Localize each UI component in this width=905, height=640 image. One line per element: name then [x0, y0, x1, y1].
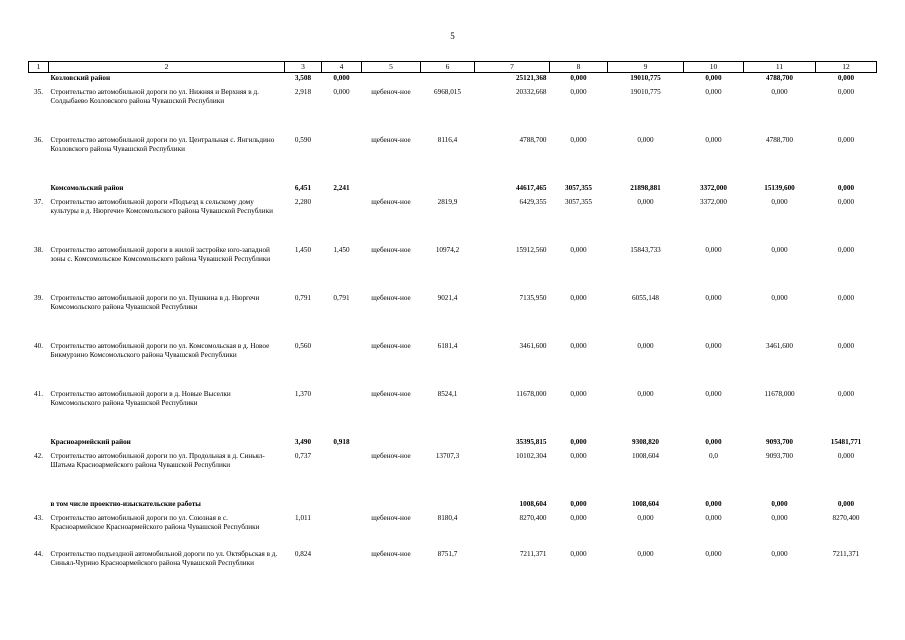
value-cell: 6181,4	[437, 341, 458, 350]
value-cell: 0,000	[570, 73, 587, 82]
value-cell: 0,000	[837, 293, 855, 302]
total-cost: 1008,604	[519, 499, 547, 508]
value-cell: 0,791	[333, 293, 350, 302]
header-cell: 9	[608, 62, 684, 73]
page-number: 5	[450, 31, 455, 41]
district-total-row	[29, 437, 877, 451]
surface-type	[362, 72, 421, 87]
total-cost: 44617,465	[515, 183, 547, 192]
length-km: 1,370	[294, 389, 312, 398]
surface-type: щебеноч-ное	[371, 513, 411, 522]
value-cell: 0,000	[570, 135, 587, 144]
header-cell: 6	[421, 62, 475, 73]
value-cell: 0,000	[637, 135, 654, 144]
project-name: Строительство автомобильной дороги по ул. Нижняя и Верхняя в д. Солдыбаево Козловского района Чувашской Республики	[50, 87, 259, 106]
row-number: 39.	[34, 293, 43, 302]
surface-type: щебеноч-ное	[371, 87, 411, 96]
value-cell	[421, 183, 475, 197]
value-cell: 0,000	[570, 437, 587, 446]
value-cell: 0,000	[837, 135, 855, 144]
district-name: Красноармейский район	[50, 437, 131, 446]
value-cell: 19010,775	[630, 73, 661, 82]
district-name: Козловский район	[50, 73, 111, 82]
length-km: 3,490	[294, 437, 312, 446]
value-cell: 0,000	[771, 293, 788, 302]
total-cost: 8270,400	[519, 513, 547, 522]
project-name: Строительство автомобильной дороги «Подъезд к сельскому дому культуры в д. Нюргечи» Комсомольского района Чувашской Республики	[50, 197, 273, 216]
table-row	[29, 293, 877, 341]
value-cell: 0,000	[837, 499, 855, 508]
value-cell: 0,000	[570, 87, 587, 96]
length-km: 1,450	[294, 245, 312, 254]
surface-type: щебеноч-ное	[371, 451, 411, 460]
value-cell: 0,000	[570, 513, 587, 522]
surface-type	[362, 499, 421, 513]
total-cost: 3461,600	[519, 341, 547, 350]
length-km: 0,737	[294, 451, 312, 460]
value-cell: 15843,733	[630, 245, 661, 254]
value-cell: 3057,355	[565, 197, 592, 206]
surface-type: щебеноч-ное	[371, 341, 411, 350]
value-cell	[421, 499, 475, 513]
length-km: 0,560	[294, 341, 312, 350]
value-cell: 0,000	[837, 183, 855, 192]
table-row	[29, 245, 877, 293]
value-cell: 19010,775	[630, 87, 661, 96]
value-cell: 0,000	[705, 87, 722, 96]
value-cell: 0,000	[637, 513, 654, 522]
project-name: Строительство подъездной автомобильной дороги по ул. Октябрьская в д. Синьял-Чурино Красноармейского района Чувашской Республики	[50, 549, 278, 568]
table-row	[29, 135, 877, 183]
value-cell: 15139,600	[764, 183, 795, 192]
value-cell: 1008,604	[632, 499, 659, 508]
value-cell: 13707,3	[435, 451, 460, 460]
value-cell: 9093,700	[766, 437, 793, 446]
header-cell: 12	[816, 62, 877, 73]
project-name: Строительство автомобильной дороги в д. Новые Выселки Комсомольского района Чувашской Республики	[50, 389, 231, 408]
row-number: 42.	[34, 451, 43, 460]
value-cell: 21898,881	[630, 183, 661, 192]
length-km: 2,918	[294, 87, 312, 96]
value-cell: 3057,355	[565, 183, 592, 192]
value-cell: 3372,000	[700, 197, 727, 206]
row-number: 43.	[34, 513, 43, 522]
length-km: 1,011	[295, 513, 311, 522]
value-cell: 11678,000	[764, 389, 795, 398]
row-number: 37.	[34, 197, 43, 206]
total-cost: 10102,304	[515, 451, 547, 460]
value-cell: 0,000	[837, 245, 855, 254]
value-cell	[322, 389, 362, 437]
project-name: Строительство автомобильной дороги по ул. Комсомольская в д. Новое Бикмурзино Комсомольского района Чувашской Республики	[50, 341, 270, 360]
district-total-row	[29, 183, 877, 197]
value-cell: 0,000	[771, 499, 788, 508]
total-cost: 20332,668	[515, 87, 547, 96]
value-cell: 0,000	[705, 513, 722, 522]
table-row	[29, 389, 877, 437]
length-km: 0,590	[294, 135, 312, 144]
value-cell: 0,000	[705, 135, 722, 144]
value-cell: 3372,000	[700, 183, 727, 192]
value-cell: 9308,820	[632, 437, 659, 446]
value-cell: 15481,771	[830, 437, 862, 446]
total-cost: 4788,700	[519, 135, 547, 144]
header-cell: 8	[550, 62, 608, 73]
subtotal-row	[29, 499, 877, 513]
header-cell: 5	[362, 62, 421, 73]
length-km: 0,791	[294, 293, 312, 302]
table-row	[29, 549, 877, 585]
value-cell: 4788,700	[766, 135, 793, 144]
surface-type	[362, 437, 421, 451]
table-row	[29, 513, 877, 549]
value-cell: 0,000	[570, 245, 587, 254]
value-cell: 7211,371	[832, 549, 860, 558]
value-cell: 8751,7	[437, 549, 458, 558]
value-cell: 2819,9	[437, 197, 458, 206]
district-total-row	[29, 72, 877, 87]
surface-type: щебеноч-ное	[371, 389, 411, 398]
value-cell: 6968,015	[434, 87, 461, 96]
total-cost: 15912,560	[515, 245, 547, 254]
value-cell: 0,000	[705, 437, 722, 446]
length-km	[285, 499, 322, 513]
value-cell: 4788,700	[766, 73, 793, 82]
row-number: 35.	[34, 87, 43, 96]
value-cell: 8524,1	[437, 389, 458, 398]
value-cell: 0,000	[705, 245, 722, 254]
value-cell: 0,000	[570, 451, 587, 460]
value-cell: 0,000	[771, 87, 788, 96]
value-cell: 0,000	[570, 389, 587, 398]
total-cost: 6429,355	[519, 197, 547, 206]
header-cell: 11	[744, 62, 816, 73]
row-number: 44.	[34, 549, 43, 558]
project-name: Строительство автомобильной дороги по ул. Пушкина в д. Нюргечи Комсомольского района Чувашской Республики	[50, 293, 260, 312]
district-name: Комсомольский район	[50, 183, 124, 192]
header-cell: 1	[29, 62, 49, 73]
value-cell: 8180,4	[437, 513, 458, 522]
total-cost: 7211,371	[519, 549, 547, 558]
value-cell: 0,000	[333, 73, 350, 82]
value-cell	[322, 499, 362, 513]
surface-type: щебеноч-ное	[371, 293, 411, 302]
length-km: 2,280	[294, 197, 312, 206]
value-cell: 6055,148	[632, 293, 659, 302]
value-cell: 0,000	[771, 513, 788, 522]
project-name: Строительство автомобильной дороги по ул. Союзная в с. Красноармейское Красноармейского района Чувашской Республики	[50, 513, 260, 532]
value-cell	[322, 549, 362, 585]
row-number: 41.	[34, 389, 43, 398]
value-cell	[421, 72, 475, 87]
value-cell	[322, 135, 362, 183]
table-row	[29, 451, 877, 499]
row-number: 40.	[34, 341, 43, 350]
value-cell: 0,000	[771, 245, 788, 254]
value-cell: 0,000	[637, 549, 654, 558]
row-number: 38.	[34, 245, 43, 254]
value-cell: 0,000	[705, 549, 722, 558]
table-row	[29, 87, 877, 135]
column-number-header	[29, 62, 877, 73]
value-cell	[421, 437, 475, 451]
length-km: 0,824	[294, 549, 312, 558]
value-cell: 0,000	[705, 73, 722, 82]
value-cell: 0,000	[837, 197, 855, 206]
value-cell	[322, 341, 362, 389]
value-cell: 0,000	[705, 341, 722, 350]
value-cell: 0,000	[333, 87, 350, 96]
value-cell: 0,918	[333, 437, 350, 446]
value-cell: 10974,2	[435, 245, 460, 254]
surface-type: щебеноч-ное	[371, 245, 411, 254]
header-cell: 10	[684, 62, 744, 73]
value-cell: 1,450	[333, 245, 350, 254]
header-cell: 4	[322, 62, 362, 73]
value-cell: 9021,4	[437, 293, 458, 302]
value-cell: 0,000	[570, 499, 587, 508]
value-cell: 0,000	[637, 389, 654, 398]
total-cost: 11678,000	[516, 389, 547, 398]
value-cell	[322, 513, 362, 549]
surface-type: щебеноч-ное	[371, 549, 411, 558]
value-cell: 0,000	[705, 499, 722, 508]
total-cost: 25121,368	[515, 73, 547, 82]
value-cell: 8116,4	[437, 135, 458, 144]
value-cell: 0,000	[570, 293, 587, 302]
value-cell: 0,000	[771, 197, 788, 206]
project-name: Строительство автомобильной дороги по ул. Продольная в д. Синьял-Шатьма Красноармейского района Чувашской Республики	[50, 451, 265, 470]
road-construction-table	[28, 61, 877, 585]
value-cell: 0,000	[570, 549, 587, 558]
length-km: 3,508	[294, 73, 312, 82]
value-cell: 0,000	[837, 73, 855, 82]
surface-type: щебеноч-ное	[371, 135, 411, 144]
value-cell: 3461,600	[766, 341, 793, 350]
value-cell: 0,000	[637, 341, 654, 350]
subtotal-label: в том числе проектно-изыскательские работы	[50, 499, 201, 508]
surface-type: щебеноч-ное	[371, 197, 411, 206]
project-name: Строительство автомобильной дороги в жилой застройке юго-западной зоны с. Комсомольское Комсомольского района Чувашской Республики	[50, 245, 271, 264]
value-cell: 0,000	[637, 197, 654, 206]
value-cell: 2,241	[333, 183, 350, 192]
value-cell: 0,000	[771, 549, 788, 558]
value-cell: 1008,604	[632, 451, 659, 460]
value-cell: 0,000	[837, 87, 855, 96]
total-cost: 7135,950	[519, 293, 547, 302]
value-cell: 8270,400	[832, 513, 860, 522]
row-number: 36.	[34, 135, 43, 144]
value-cell: 0,000	[837, 341, 855, 350]
value-cell: 0,000	[570, 341, 587, 350]
table-row	[29, 197, 877, 245]
table-row	[29, 341, 877, 389]
surface-type	[362, 183, 421, 197]
value-cell	[322, 451, 362, 499]
value-cell	[322, 197, 362, 245]
value-cell: 0,000	[705, 389, 722, 398]
project-name: Строительство автомобильной дороги по ул. Центральная с. Янгильдино Козловского района Чувашской Республики	[50, 135, 275, 154]
header-cell: 7	[475, 62, 550, 73]
value-cell: 9093,700	[766, 451, 793, 460]
value-cell: 0,000	[837, 389, 855, 398]
value-cell: 0,0	[709, 451, 718, 460]
total-cost: 35395,815	[515, 437, 547, 446]
header-cell: 2	[49, 62, 285, 73]
length-km: 6,451	[294, 183, 312, 192]
value-cell: 0,000	[705, 293, 722, 302]
value-cell: 0,000	[837, 451, 855, 460]
header-cell: 3	[285, 62, 322, 73]
